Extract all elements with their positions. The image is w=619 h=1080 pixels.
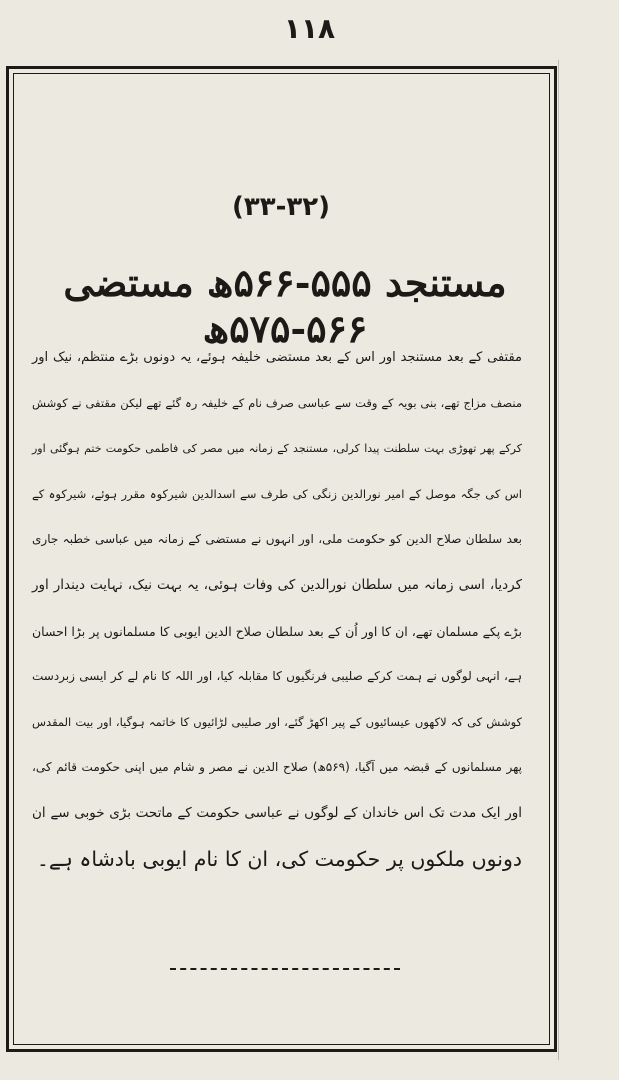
- body-line: کرکے پھر تھوڑی بہت سلطنت پیدا کرلی، مستنجد کے زمانہ میں مصر کی فاطمی حکومت ختم ہوگئی اور: [32, 442, 522, 456]
- body-line: بعد سلطان صلاح الدین کو حکومت ملی، اور انہوں نے مستضی کے زمانہ میں عباسی خطبہ جاری: [32, 532, 522, 547]
- body-line: اس کی جگہ موصل کے امیر نورالدین زنگی کی طرف سے اسدالدین شیرکوہ مقرر ہوئے، شیرکوہ کے: [32, 486, 522, 501]
- body-line: مقتفی کے بعد مستنجد اور اس کے بعد مستضی خلیفہ ہوئے، یہ دونوں بڑے منتظم، نیک اور: [32, 350, 522, 365]
- body-line: دونوں ملکوں پر حکومت کی، ان کا نام ایوبی بادشاہ ہے۔: [36, 846, 522, 871]
- page-number: ۱۱۸: [283, 12, 336, 45]
- body-line: کردیا، اسی زمانہ میں سلطان نورالدین کی وفات ہوئی، یہ بہت نیک، نہایت دیندار اور: [32, 576, 522, 593]
- body-line: پھر مسلمانوں کے قبضہ میں آگیا، (۵۶۹ھ) صلاح الدین نے مصر و شام میں اپنی حکومت قائم کی،: [32, 760, 523, 775]
- chapter-number: (۳۳-۳۲): [231, 192, 331, 222]
- body-text: [32, 335, 522, 882]
- body-line: منصف مزاج تھے، بنی بویہ کے وقت سے عباسی صرف نام کے خلیفہ رہ گئے تھے لیکن مقتفی نے کوشش: [32, 395, 522, 410]
- chapter-title: مستنجد ۵۵۵-۵۶۶ھ مستضی ۵۶۶-۵۷۵ھ: [63, 260, 507, 351]
- body-line: اور ایک مدت تک اس خاندان کے لوگوں نے عباسی حکومت کے ماتحت بڑی خوبی سے ان: [32, 804, 522, 821]
- end-rule: [170, 968, 400, 970]
- body-line: کوشش کی کہ لاکھوں عیسائیوں کے پیر اکھڑ گئے، اور صلیبی لڑائیوں کا خاتمہ ہوگیا، اور بیت المقدس: [32, 714, 522, 729]
- body-line: بڑے پکے مسلمان تھے، ان کا اور اُن کے بعد سلطان صلاح الدین ایوبی کا مسلمانوں پر بڑا احسان: [32, 623, 522, 639]
- body-line: ہے، انہی لوگوں نے ہمت کرکے صلیبی فرنگیوں کا مقابلہ کیا، اور اللہ کا نام لے کر ایسی زبردست: [32, 669, 522, 684]
